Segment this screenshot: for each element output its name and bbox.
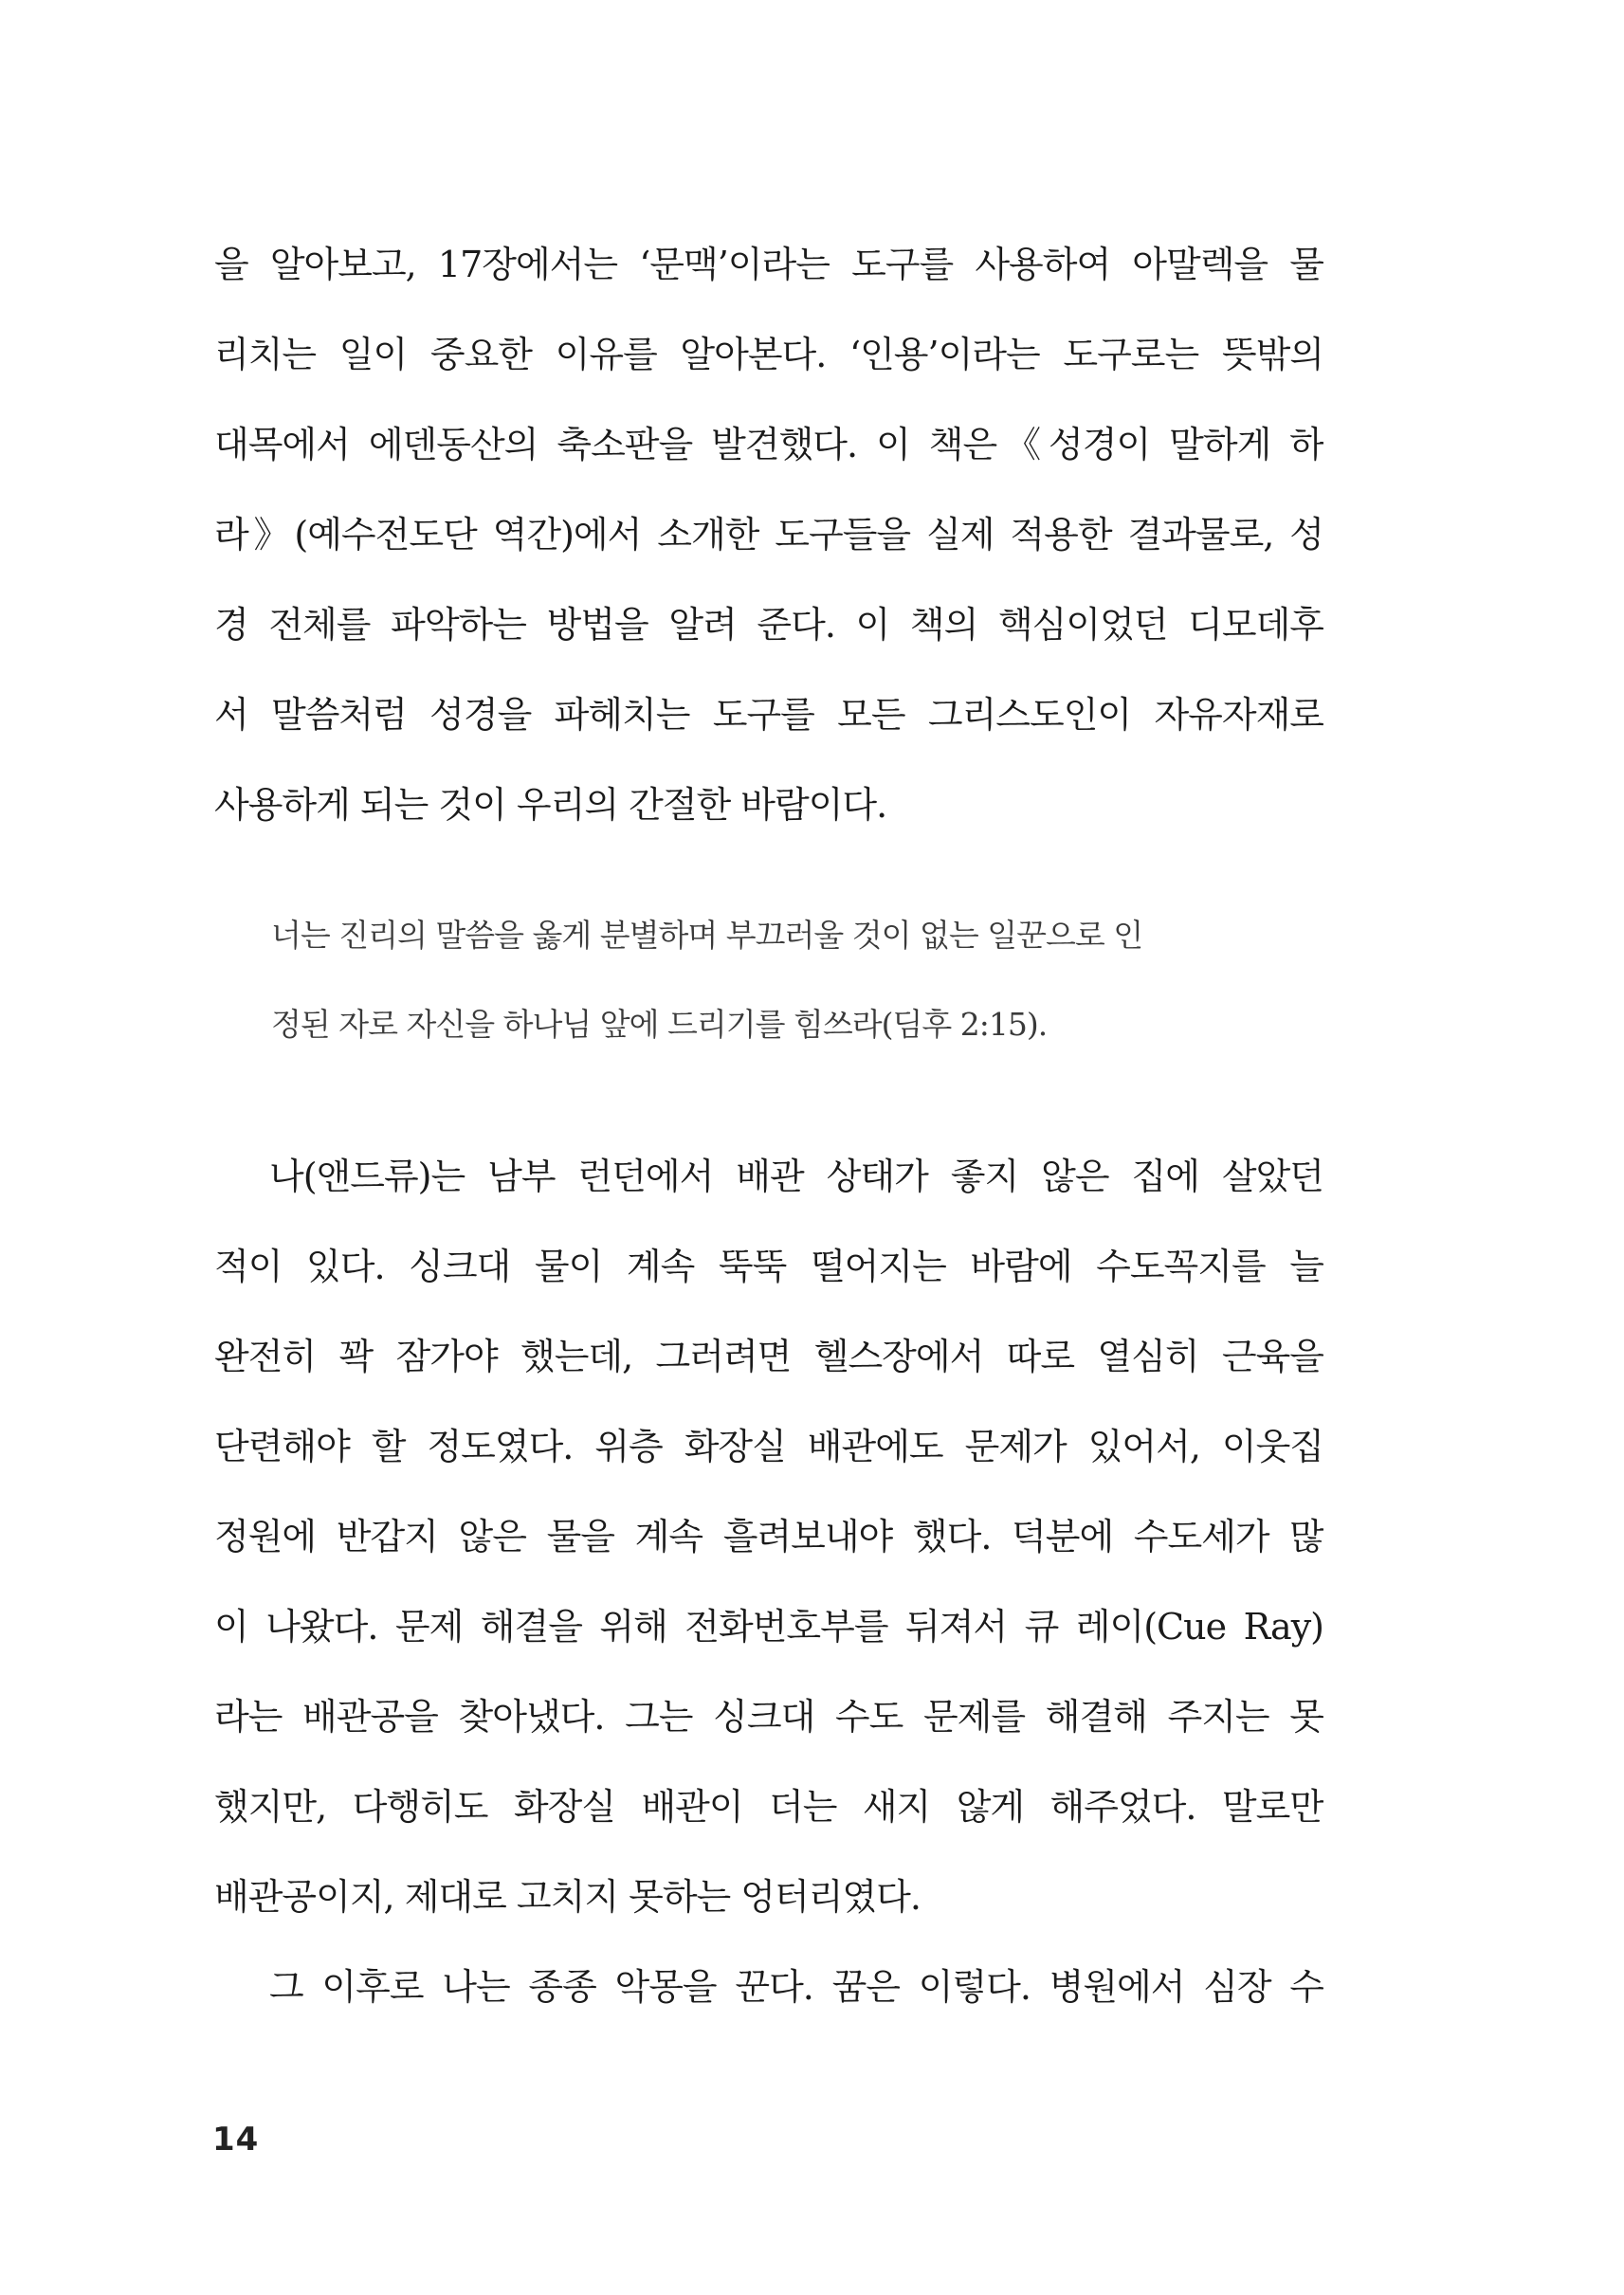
scripture-quote (271, 891, 1276, 1069)
text-line: 리치는 일이 중요한 이유를 알아본다. ‘인용’이라는 도구로는 뜻밖의 (214, 334, 1323, 375)
text-line: 나(앤드류)는 남부 런던에서 배관 상태가 좋지 않은 집에 살았던 (269, 1156, 1323, 1197)
text-line: 라는 배관공을 찾아냈다. 그는 싱크대 수도 문제를 해결해 주지는 못 (214, 1696, 1323, 1738)
quote-line: 너는 진리의 말씀을 옳게 분별하며 부끄러울 것이 없는 일꾼으로 인 (271, 917, 1143, 954)
text-line: 완전히 꽉 잠가야 했는데, 그러려면 헬스장에서 따로 열심히 근육을 (214, 1336, 1323, 1377)
paragraph-2 (214, 1132, 1323, 2032)
page-number: 14 (212, 2121, 260, 2158)
text-line: 대목에서 에덴동산의 축소판을 발견했다. 이 책은《성경이 말하게 하 (214, 424, 1323, 465)
paragraph-3-line: 그 이후로 나는 종종 악몽을 꾼다. 꿈은 이렇다. 병원에서 심장 수 (269, 1966, 1323, 2008)
text-line: 을 알아보고, 17장에서는 ‘문맥’이라는 도구를 사용하여 아말렉을 물 (214, 244, 1323, 285)
text-line: 단련해야 할 정도였다. 위층 화장실 배관에도 문제가 있어서, 이웃집 (214, 1426, 1323, 1467)
text-line: 했지만, 다행히도 화장실 배관이 더는 새지 않게 해주었다. 말로만 (214, 1786, 1323, 1828)
text-line: 이 나왔다. 문제 해결을 위해 전화번호부를 뒤져서 큐 레이(Cue Ray) (214, 1606, 1323, 1648)
paragraph-1 (214, 220, 1323, 850)
quote-line: 정된 자로 자신을 하나님 앞에 드리기를 힘쓰라(딤후 2:15). (271, 1006, 1048, 1043)
text-line: 서 말씀처럼 성경을 파헤치는 도구를 모든 그리스도인이 자유자재로 (214, 694, 1323, 736)
text-line: 사용하게 되는 것이 우리의 간절한 바람이다. (214, 784, 887, 826)
text-line: 라》(예수전도단 역간)에서 소개한 도구들을 실제 적용한 결과물로, 성 (214, 514, 1323, 556)
text-line: 배관공이지, 제대로 고치지 못하는 엉터리였다. (214, 1876, 921, 1918)
text-line: 적이 있다. 싱크대 물이 계속 뚝뚝 떨어지는 바람에 수도꼭지를 늘 (214, 1246, 1323, 1287)
text-line: 경 전체를 파악하는 방법을 알려 준다. 이 책의 핵심이었던 디모데후 (214, 604, 1323, 646)
text-line: 정원에 반갑지 않은 물을 계속 흘려보내야 했다. 덕분에 수도세가 많 (214, 1516, 1323, 1557)
